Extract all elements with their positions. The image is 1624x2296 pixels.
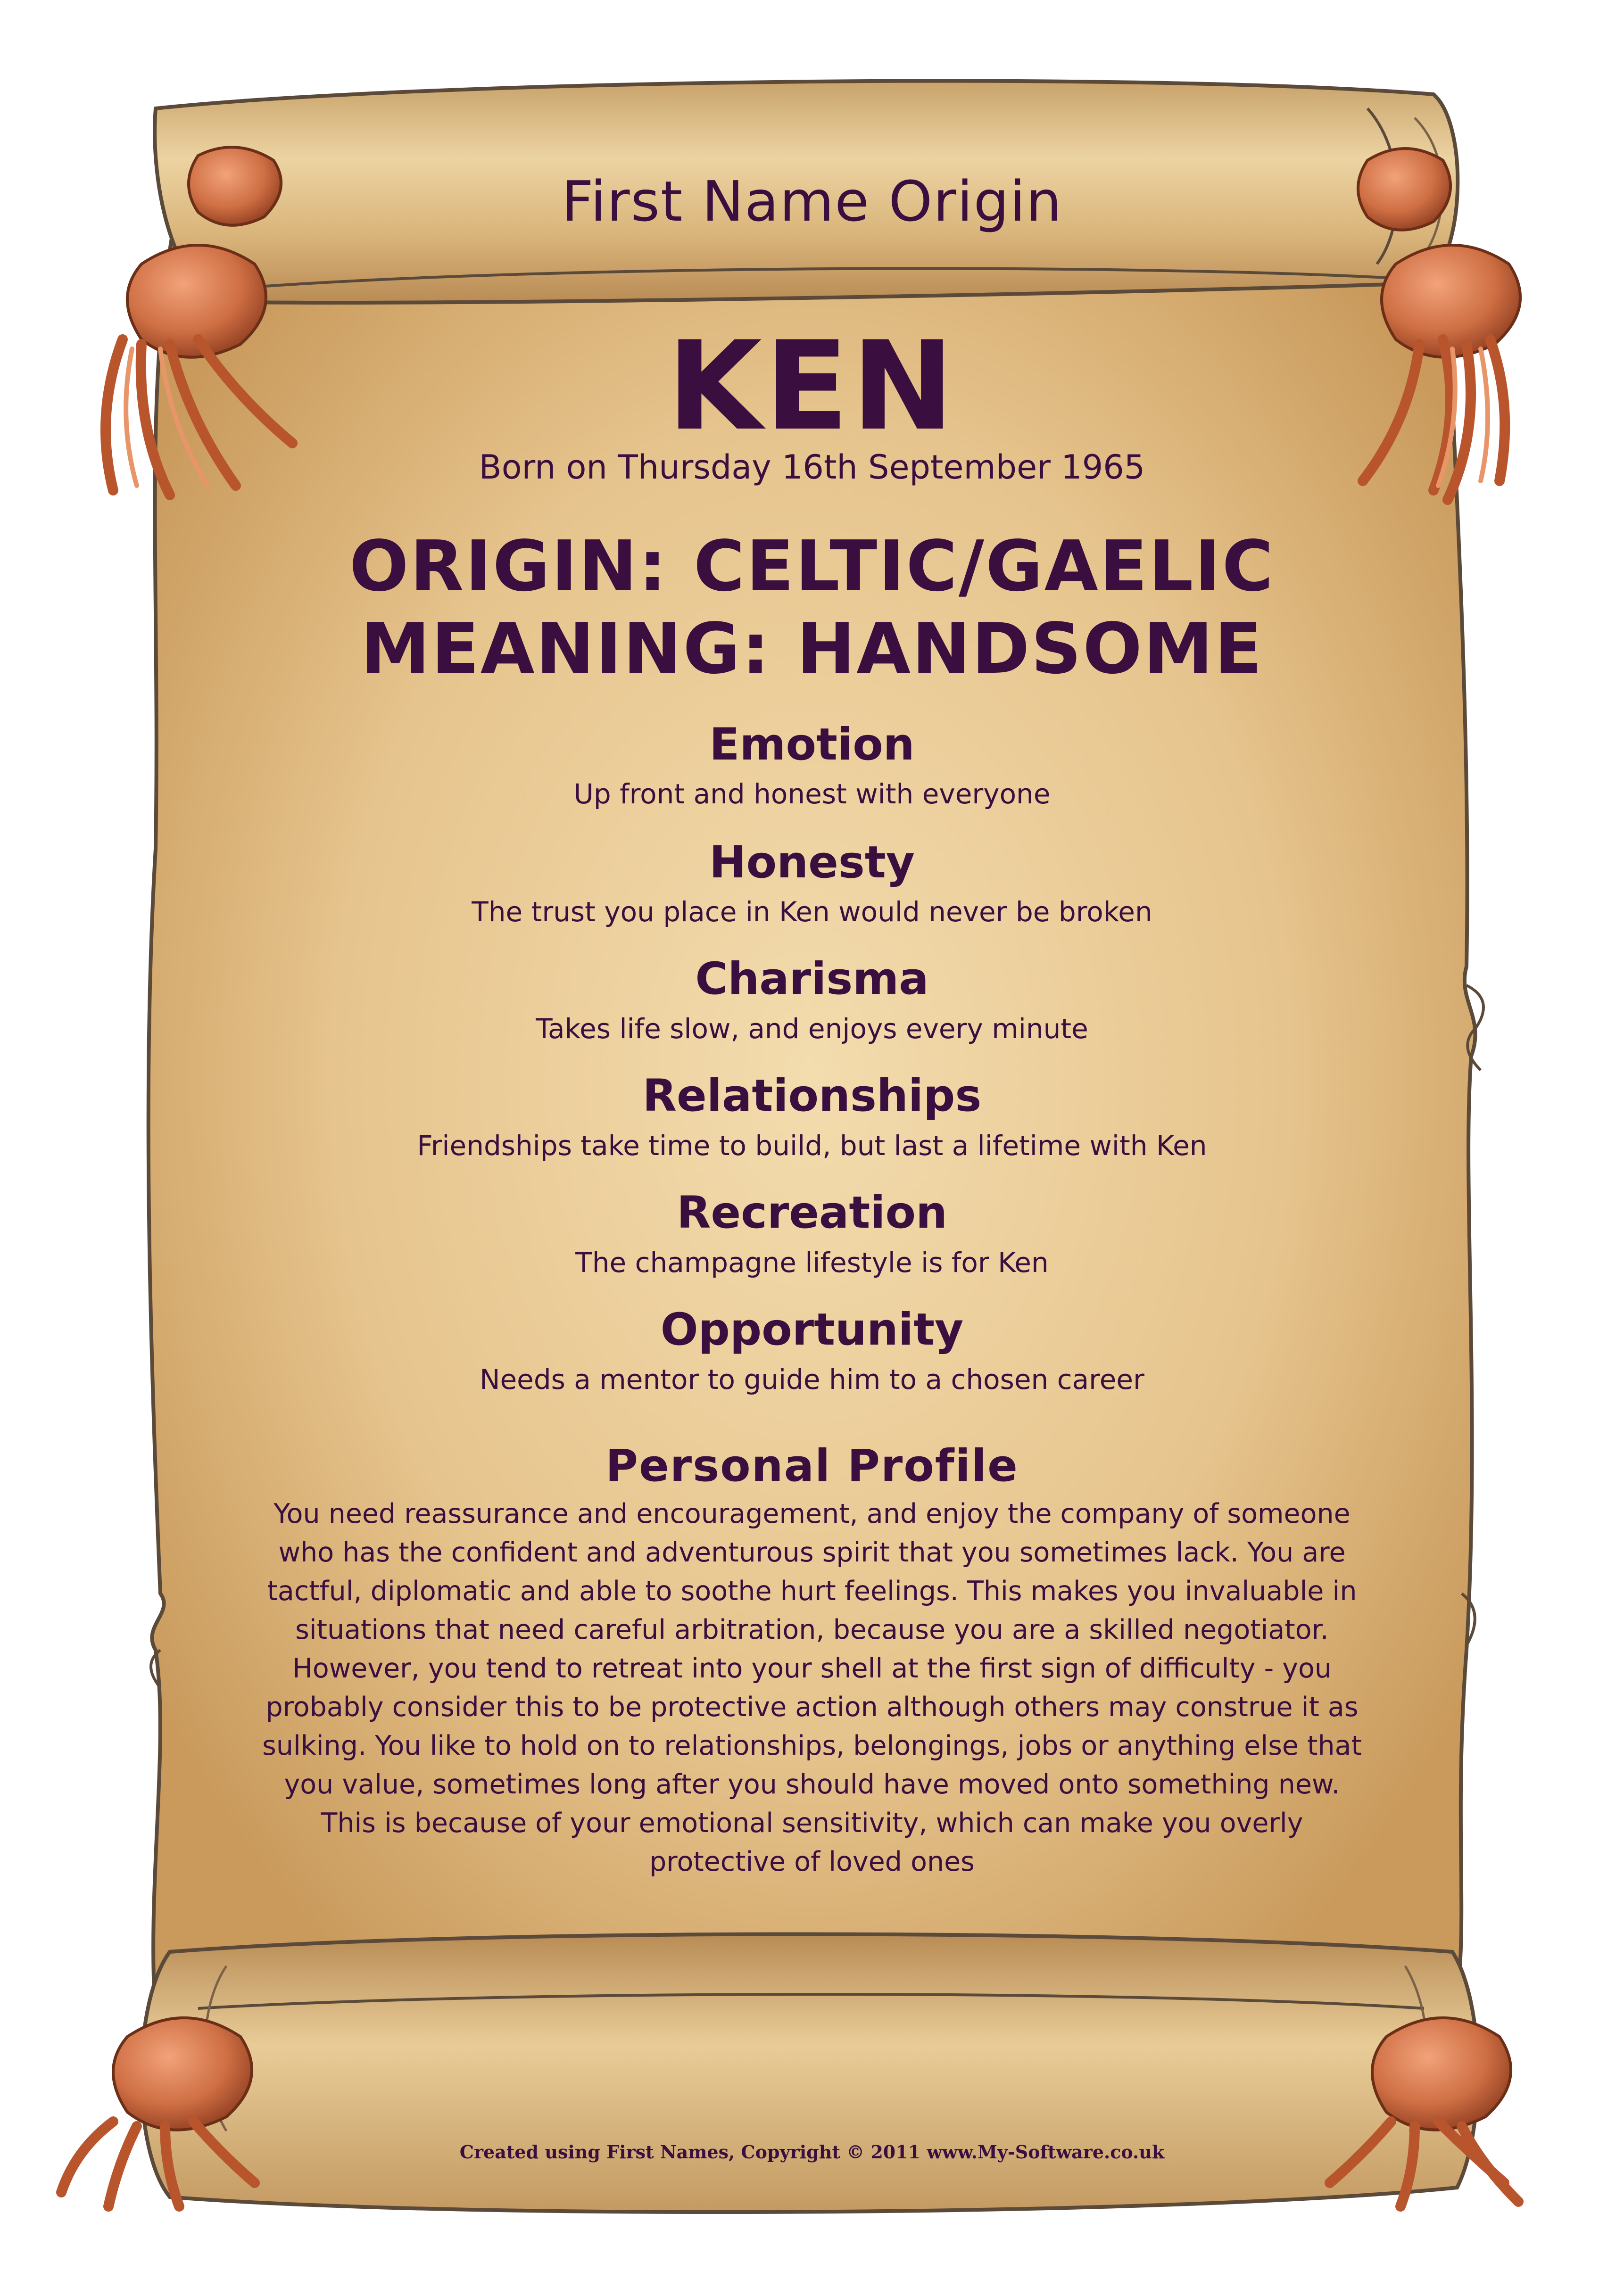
trait-title-honesty: Honesty <box>709 837 915 888</box>
trait-title-recreation: Recreation <box>676 1187 948 1239</box>
trait-text-opportunity: Needs a mentor to guide him to a chosen career <box>480 1363 1144 1396</box>
trait-title-charisma: Charisma <box>695 953 929 1005</box>
trait-text-relationships: Friendships take time to build, but last a lifetime with Ken <box>417 1130 1207 1162</box>
trait-title-emotion: Emotion <box>709 719 915 770</box>
bottom-roll <box>141 1934 1478 2213</box>
copyright-footer: Created using First Names, Copyright © 2011 www.My-Software.co.uk <box>459 2141 1165 2163</box>
trait-title-opportunity: Opportunity <box>660 1304 964 1355</box>
trait-text-honesty: The trust you place in Ken would never be broken <box>472 896 1152 928</box>
birth-date: Born on Thursday 16th September 1965 <box>479 448 1145 487</box>
trait-text-recreation: The champagne lifestyle is for Ken <box>575 1247 1049 1279</box>
trait-text-emotion: Up front and honest with everyone <box>573 778 1051 810</box>
name-origin: ORIGIN: CELTIC/GAELIC <box>349 526 1275 607</box>
profile-title: Personal Profile <box>605 1440 1019 1492</box>
name-meaning: MEANING: HANDSOME <box>360 608 1264 689</box>
first-name: KEN <box>667 315 957 458</box>
trait-text-charisma: Takes life slow, and enjoys every minute <box>536 1013 1088 1045</box>
profile-text: You need reassurance and encouragement, and enjoy the company of someone who has the confident and adventurous spirit that you sometimes lack. You are tactful, diplomatic and able to soothe hurt feelings. This makes you invaluable in situations that need careful arbitration, because you are a skilled negotiator. However, you tend to retreat into your shell at the first sign of difficulty - you probably consider this to be protective action although others may construe it as sulking. You like to hold on to relationships, belongings, jobs or anything else that you value, sometimes long after you should have moved onto something new. This is because of your emotional sensitivity, which can make you overly protective of loved ones <box>262 1498 1362 1877</box>
page-title: First Name Origin <box>561 169 1063 234</box>
trait-title-relationships: Relationships <box>642 1070 982 1122</box>
